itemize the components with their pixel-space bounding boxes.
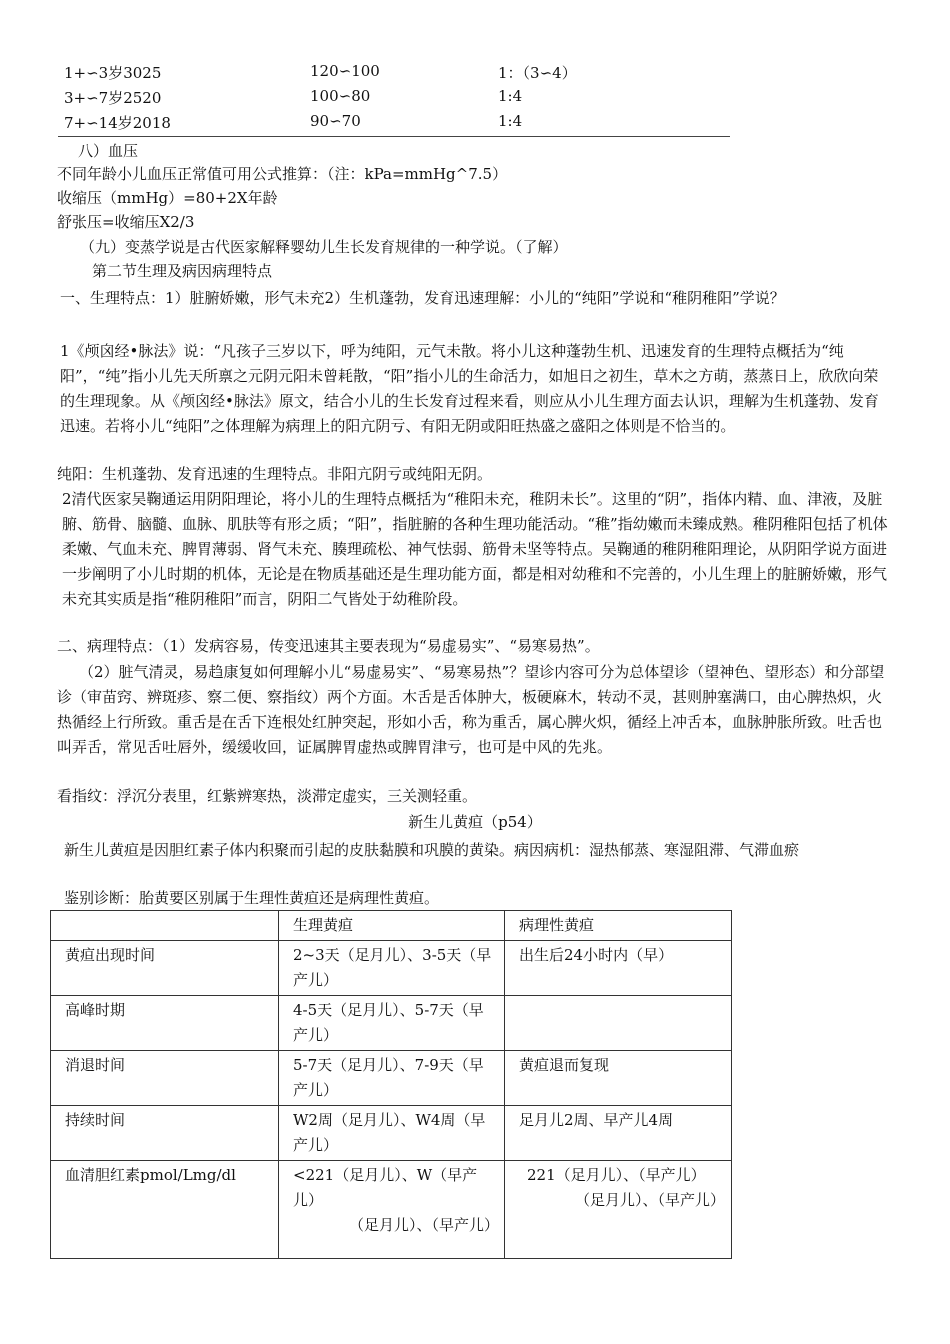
section-title: 第二节生理及病因病理特点 xyxy=(92,262,273,280)
cell-line: （足月儿）、（早产儿） xyxy=(349,1216,500,1234)
paragraph: 2清代医家吴鞠通运用阴阳理论，将小儿的生理特点概括为“稚阳未充，稚阴未长”。这里的“阴”，指体内精、血、津液，及脏腑、筋骨、脑髓、血脉、肌肤等有形之质；“阳”，指脏腑的各种生理功能活动。“稚”指幼嫩而未臻成熟。稚阴稚阳包括了机体柔嫩、气血未充、脾胃薄弱、肾气未充、腠理疏松、神气怯弱、筋骨未坚等特点。吴鞠通的稚阴稚阳理论，从阴阳学说方面进一步阐明了小儿时期的机体，无论是在物质基础还是生理功能方面，都是相对幼稚和不完善的，小儿生理上的脏腑娇嫩，形气未充其实质是指“稚阴稚阳”而言，阴阳二气皆处于幼稚阶段。 xyxy=(62,490,888,608)
paragraph: 看指纹：浮沉分表里，红紫辨寒热，淡滞定虚实，三关测轻重。 xyxy=(57,787,478,805)
rate-cell: 100∽80 xyxy=(310,87,371,105)
cell-line: <221（足月儿）、W（早产儿） xyxy=(293,1166,478,1209)
table-row xyxy=(58,58,730,83)
table-cell xyxy=(505,1161,732,1259)
row-label: 血清胆红素pmol/Lmg/dl xyxy=(51,1161,279,1259)
header-cell xyxy=(51,911,279,941)
row-label: 黄疸出现时间 xyxy=(51,941,279,996)
table-cell: 黄疸退而复现 xyxy=(505,1051,732,1106)
paragraph: 鉴别诊断：胎黄要区别属于生理性黄疸还是病理性黄疸。 xyxy=(64,889,440,907)
ratio-cell: 1:4 xyxy=(498,87,523,105)
table-cell: W2周（足月儿）、W4周（早产儿） xyxy=(279,1106,505,1161)
table-cell xyxy=(279,1161,505,1259)
ratio-cell: 1:4 xyxy=(498,112,523,130)
table-bottom-rule xyxy=(58,136,730,137)
age-cell: 1+∽3岁3025 xyxy=(64,64,162,82)
heart-rate-table xyxy=(58,58,730,133)
rate-cell: 90∽70 xyxy=(310,112,361,130)
table-row xyxy=(51,1051,732,1106)
paragraph: 纯阳：生机蓬勃、发育迅速的生理特点。非阳亢阴亏或纯阳无阴。 xyxy=(57,465,493,483)
paragraph: 二、病理特点：（1）发病容易，传变迅速其主要表现为“易虚易实”、“易寒易热”。 xyxy=(57,637,600,655)
paragraph: （九）变蒸学说是古代医家解释婴幼儿生长发育规律的一种学说。（了解） xyxy=(80,238,568,256)
header-cell: 生理黄疸 xyxy=(279,911,505,941)
section-heading-blood-pressure: 八）血压 xyxy=(78,142,139,160)
table-cell: 4-5天（足月儿）、5-7天（早产儿） xyxy=(279,996,505,1051)
age-cell: 3+∽7岁2520 xyxy=(64,89,162,107)
table-row xyxy=(51,996,732,1051)
table-row xyxy=(58,83,730,108)
table-cell: 足月儿2周、早产儿4周 xyxy=(505,1106,732,1161)
table-row xyxy=(58,108,730,133)
ratio-cell: 1：（3∽4） xyxy=(498,64,577,82)
table-row xyxy=(51,1106,732,1161)
paragraph: 一、生理特点：1）脏腑娇嫩，形气未充2）生机蓬勃，发育迅速理解：小儿的“纯阳”学说和“稚阴稚阳”学说？ xyxy=(60,289,785,307)
paragraph: 新生儿黄疸是因胆红素子体内积聚而引起的皮肤黏膜和巩膜的黄染。病因病机：湿热郁蒸、寒湿阻滞、气滞血瘀 xyxy=(64,841,800,859)
row-label: 消退时间 xyxy=(51,1051,279,1106)
paragraph: 收缩压（mmHg）=80+2X年龄 xyxy=(57,189,278,207)
paragraph: 舒张压=收缩压X2/3 xyxy=(57,213,195,231)
table-row xyxy=(51,941,732,996)
table-cell: 5-7天（足月儿）、7-9天（早产儿） xyxy=(279,1051,505,1106)
section-title-jaundice: 新生儿黄疸（p54） xyxy=(408,813,542,831)
paragraph: 1《颅囟经•脉法》说：“凡孩子三岁以下，呼为纯阳，元气未散。将小儿这种蓬勃生机、迅速发育的生理特点概括为“纯阳”，“纯”指小儿先天所禀之元阴元阳未曾耗散，“阳”指小儿的生命活力，如旭日之初生，草木之方萌，蒸蒸日上，欣欣向荣的生理现象。从《颅囟经•脉法》原文，结合小儿的生长发育过程来看，则应从小儿生理方面去认识，理解为生机蓬勃、发育迅速。若将小儿“纯阳”之体理解为病理上的阳亢阴亏、有阳无阴或阳旺热盛之盛阳之体则是不恰当的。 xyxy=(60,342,879,435)
table-cell: 2~3天（足月儿）、3-5天（早产儿） xyxy=(279,941,505,996)
table-cell xyxy=(505,996,732,1051)
age-cell: 7+∽14岁2018 xyxy=(64,114,171,132)
table-row xyxy=(51,1161,732,1259)
table-header-row xyxy=(51,911,732,941)
table-cell: 出生后24小时内（早） xyxy=(505,941,732,996)
cell-line: （足月儿）、（早产儿） xyxy=(575,1191,726,1209)
jaundice-comparison-table xyxy=(50,910,732,1259)
cell-line: 221（足月儿）、（早产儿） xyxy=(527,1166,706,1184)
paragraph: （2）脏气清灵，易趋康复如何理解小儿“易虚易实”、“易寒易热”？望诊内容可分为总体望诊（望神色、望形态）和分部望诊（审苗窍、辨斑疹、察二便、察指纹）两个方面。木舌是舌体肿大，板硬麻木，转动不灵，甚则肿塞满口，由心脾热炽，火热循经上行所致。重舌是在舌下连根处红肿突起，形如小舌，称为重舌，属心脾火炽，循经上冲舌本，血脉肿胀所致。吐舌也叫弄舌，常见舌吐唇外，缓缓收回，证属脾胃虚热或脾胃津亏，也可是中风的先兆。 xyxy=(57,663,885,756)
header-cell: 病理性黄疸 xyxy=(505,911,732,941)
paragraph: 不同年龄小儿血压正常值可用公式推算：（注：kPa=mmHg^7.5） xyxy=(57,165,508,183)
row-label: 高峰时期 xyxy=(51,996,279,1051)
rate-cell: 120∽100 xyxy=(310,62,380,80)
row-label: 持续时间 xyxy=(51,1106,279,1161)
